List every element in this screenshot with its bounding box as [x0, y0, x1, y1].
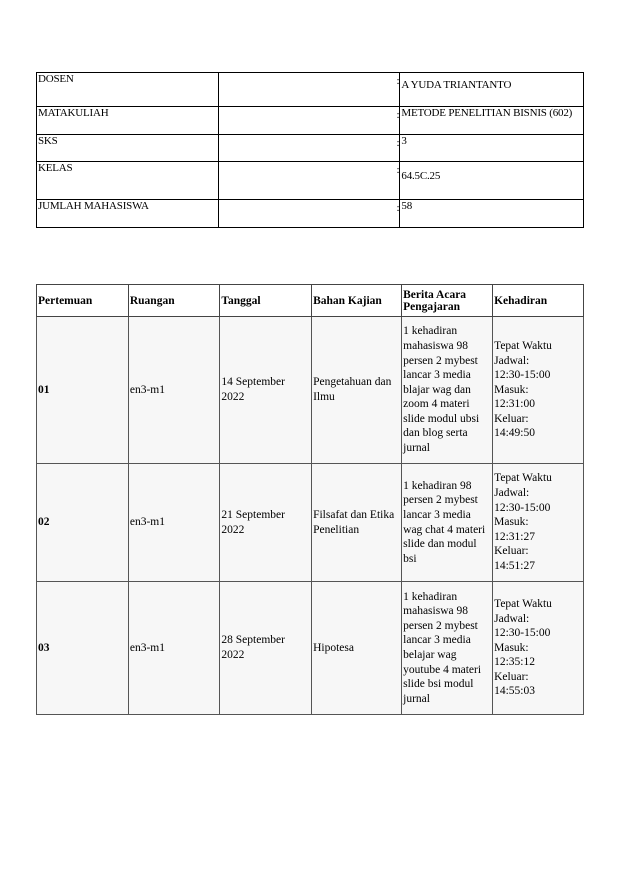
masuk-label: Masuk: — [494, 641, 529, 654]
course-info-table — [36, 72, 584, 228]
pertemuan-cell: 01 — [37, 317, 129, 464]
ruangan-cell: en3-m1 — [128, 317, 220, 464]
info-label: MATAKULIAH — [37, 107, 219, 135]
pertemuan-cell: 02 — [37, 464, 129, 582]
info-row-kelas — [37, 162, 584, 200]
masuk-value: 12:35:12 — [494, 656, 535, 669]
bahan-kajian-cell: Pengetahuan dan Ilmu — [312, 317, 402, 464]
kehadiran-status: Tepat Waktu — [494, 339, 552, 352]
info-separator: : — [396, 137, 400, 149]
keluar-label: Keluar: — [494, 545, 529, 558]
table-row — [37, 464, 584, 582]
info-value: METODE PENELITIAN BISNIS (602) — [400, 107, 584, 135]
info-label: DOSEN — [37, 73, 219, 107]
keluar-value: 14:55:03 — [494, 685, 535, 698]
info-value: 3 — [400, 135, 584, 162]
masuk-value: 12:31:27 — [494, 530, 535, 543]
jadwal-label: Jadwal: — [494, 487, 530, 500]
tanggal-cell: 14 September 2022 — [220, 317, 312, 464]
berita-acara-cell: 1 kehadiran 98 persen 2 mybest lancar 3 media wag chat 4 materi slide dan modul bsi — [402, 464, 493, 582]
tanggal-cell: 21 September 2022 — [220, 464, 312, 582]
info-row-jumlah-mahasiswa — [37, 200, 584, 228]
bahan-kajian-cell: Filsafat dan Etika Penelitian — [312, 464, 402, 582]
header-berita-acara: Berita Acara Pengajaran — [402, 285, 493, 317]
info-label: KELAS — [37, 162, 219, 200]
info-row-matakuliah — [37, 107, 584, 135]
info-separator: : — [396, 109, 400, 121]
jadwal-value: 12:30-15:00 — [494, 627, 551, 640]
info-value: 64.5C.25 — [400, 162, 584, 200]
info-label: SKS — [37, 135, 219, 162]
info-value: 58 — [400, 200, 584, 228]
header-bahan-kajian: Bahan Kajian — [312, 285, 402, 317]
info-row-sks — [37, 135, 584, 162]
kehadiran-status: Tepat Waktu — [494, 597, 552, 610]
kehadiran-cell — [493, 582, 584, 715]
bahan-kajian-cell: Hipotesa — [312, 582, 402, 715]
jadwal-value: 12:30-15:00 — [494, 501, 551, 514]
keluar-value: 14:49:50 — [494, 427, 535, 440]
masuk-label: Masuk: — [494, 383, 529, 396]
keluar-label: Keluar: — [494, 670, 529, 683]
ruangan-cell: en3-m1 — [128, 464, 220, 582]
header-pertemuan: Pertemuan — [37, 285, 129, 317]
header-tanggal: Tanggal — [220, 285, 312, 317]
info-separator: : — [396, 164, 400, 176]
kehadiran-status: Tepat Waktu — [494, 472, 552, 485]
masuk-value: 12:31:00 — [494, 398, 535, 411]
info-separator: : — [396, 202, 400, 214]
header-ruangan: Ruangan — [128, 285, 220, 317]
kehadiran-cell — [493, 317, 584, 464]
ruangan-cell: en3-m1 — [128, 582, 220, 715]
berita-acara-cell: 1 kehadiran mahasiswa 98 persen 2 mybest lancar 3 media blajar wag dan zoom 4 materi slide modul ubsi dan blog serta jurnal — [402, 317, 493, 464]
keluar-label: Keluar: — [494, 412, 529, 425]
table-row — [37, 317, 584, 464]
masuk-label: Masuk: — [494, 516, 529, 529]
jadwal-label: Jadwal: — [494, 354, 530, 367]
info-row-dosen — [37, 73, 584, 107]
info-value: A YUDA TRIANTANTO — [400, 73, 584, 107]
table-row — [37, 582, 584, 715]
jadwal-label: Jadwal: — [494, 612, 530, 625]
schedule-table — [36, 284, 584, 715]
kehadiran-cell — [493, 464, 584, 582]
header-kehadiran: Kehadiran — [493, 285, 584, 317]
schedule-header-row — [37, 285, 584, 317]
info-separator: : — [396, 75, 400, 87]
info-label: JUMLAH MAHASISWA — [37, 200, 219, 228]
tanggal-cell: 28 September 2022 — [220, 582, 312, 715]
pertemuan-cell: 03 — [37, 582, 129, 715]
jadwal-value: 12:30-15:00 — [494, 369, 551, 382]
keluar-value: 14:51:27 — [494, 559, 535, 572]
berita-acara-cell: 1 kehadiran mahasiswa 98 persen 2 mybest lancar 3 media belajar wag youtube 4 materi slide bsi modul jurnal — [402, 582, 493, 715]
